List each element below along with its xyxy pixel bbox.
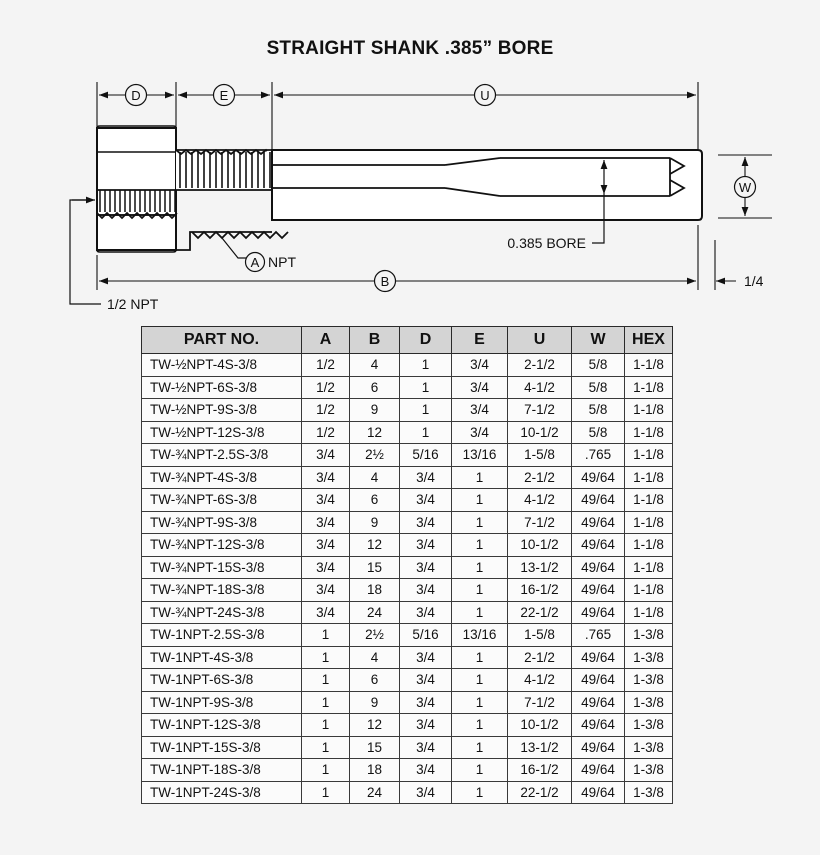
cell-w: 49/64 — [572, 511, 625, 534]
cell-part-no: TW-1NPT-24S-3/8 — [142, 781, 302, 804]
cell-a: 1/2 — [302, 399, 350, 422]
cell-part-no: TW-¾NPT-12S-3/8 — [142, 534, 302, 557]
cell-part-no: TW-½NPT-9S-3/8 — [142, 399, 302, 422]
dimension-u-label: U — [480, 88, 490, 103]
cell-b: 24 — [350, 781, 400, 804]
cell-e: 1 — [452, 646, 508, 669]
cell-e: 1 — [452, 691, 508, 714]
cell-d: 3/4 — [400, 511, 452, 534]
cell-e: 1 — [452, 466, 508, 489]
cell-e: 1 — [452, 489, 508, 512]
cell-d: 3/4 — [400, 556, 452, 579]
column-header-part-no: PART NO. — [142, 327, 302, 354]
cell-part-no: TW-½NPT-6S-3/8 — [142, 376, 302, 399]
cell-u: 7-1/2 — [508, 691, 572, 714]
cell-hex: 1-1/8 — [625, 466, 673, 489]
dimension-b-label: B — [380, 274, 390, 289]
cell-d: 3/4 — [400, 489, 452, 512]
cell-part-no: TW-¾NPT-18S-3/8 — [142, 579, 302, 602]
cell-part-no: TW-¾NPT-4S-3/8 — [142, 466, 302, 489]
cell-d: 3/4 — [400, 601, 452, 624]
table-row — [142, 444, 673, 467]
column-header-a: A — [302, 327, 350, 354]
dimension-d-label: D — [131, 88, 141, 103]
cell-hex: 1-1/8 — [625, 534, 673, 557]
cell-hex: 1-3/8 — [625, 624, 673, 647]
dimension-u — [274, 85, 696, 106]
cell-hex: 1-1/8 — [625, 354, 673, 377]
table-row — [142, 489, 673, 512]
table-row — [142, 714, 673, 737]
cell-d: 3/4 — [400, 714, 452, 737]
cell-b: 12 — [350, 714, 400, 737]
cell-b: 4 — [350, 466, 400, 489]
cell-e: 1 — [452, 601, 508, 624]
cell-a: 1 — [302, 691, 350, 714]
cell-d: 3/4 — [400, 466, 452, 489]
cell-u: 2-1/2 — [508, 646, 572, 669]
cell-d: 1 — [400, 376, 452, 399]
cell-a: 3/4 — [302, 556, 350, 579]
cell-u: 22-1/2 — [508, 601, 572, 624]
cell-e: 1 — [452, 556, 508, 579]
cell-hex: 1-1/8 — [625, 444, 673, 467]
cell-u: 13-1/2 — [508, 736, 572, 759]
cell-u: 10-1/2 — [508, 534, 572, 557]
table-row — [142, 601, 673, 624]
cell-e: 1 — [452, 714, 508, 737]
cell-e: 13/16 — [452, 624, 508, 647]
cell-part-no: TW-1NPT-18S-3/8 — [142, 759, 302, 782]
cell-b: 4 — [350, 646, 400, 669]
table-row — [142, 466, 673, 489]
a-npt-callout — [222, 238, 296, 272]
cell-hex: 1-1/8 — [625, 601, 673, 624]
external-npt-thread-lower — [176, 232, 288, 250]
cell-a: 3/4 — [302, 489, 350, 512]
cell-e: 1 — [452, 781, 508, 804]
specification-table-container — [141, 326, 672, 804]
cell-b: 6 — [350, 489, 400, 512]
cell-hex: 1-3/8 — [625, 669, 673, 692]
cell-hex: 1-1/8 — [625, 556, 673, 579]
table-header-row — [142, 327, 673, 354]
tip-length-callout — [715, 240, 764, 290]
dimension-e — [178, 85, 270, 106]
cell-b: 18 — [350, 579, 400, 602]
cell-u: 10-1/2 — [508, 714, 572, 737]
cell-d: 5/16 — [400, 444, 452, 467]
cell-hex: 1-1/8 — [625, 489, 673, 512]
cell-a: 1 — [302, 646, 350, 669]
cell-a: 1 — [302, 714, 350, 737]
dimension-e-label: E — [219, 88, 229, 103]
cell-d: 1 — [400, 421, 452, 444]
cell-part-no: TW-1NPT-2.5S-3/8 — [142, 624, 302, 647]
dimension-b — [97, 225, 698, 292]
cell-hex: 1-1/8 — [625, 376, 673, 399]
cell-b: 24 — [350, 601, 400, 624]
cell-w: 49/64 — [572, 781, 625, 804]
table-row — [142, 624, 673, 647]
cell-w: 49/64 — [572, 714, 625, 737]
cell-u: 13-1/2 — [508, 556, 572, 579]
cell-d: 3/4 — [400, 534, 452, 557]
cell-a: 1 — [302, 669, 350, 692]
cell-part-no: TW-1NPT-15S-3/8 — [142, 736, 302, 759]
cell-hex: 1-3/8 — [625, 714, 673, 737]
cell-w: 49/64 — [572, 489, 625, 512]
cell-hex: 1-3/8 — [625, 691, 673, 714]
cell-d: 3/4 — [400, 579, 452, 602]
column-header-u: U — [508, 327, 572, 354]
table-row — [142, 669, 673, 692]
cell-part-no: TW-¾NPT-24S-3/8 — [142, 601, 302, 624]
cell-a: 1 — [302, 624, 350, 647]
column-header-e: E — [452, 327, 508, 354]
page-title: STRAIGHT SHANK .385” BORE — [266, 38, 554, 59]
cell-a: 1 — [302, 759, 350, 782]
cell-e: 3/4 — [452, 421, 508, 444]
dimension-w — [718, 155, 772, 218]
cell-a: 1 — [302, 736, 350, 759]
column-header-w: W — [572, 327, 625, 354]
dimension-d — [99, 85, 174, 106]
cell-d: 3/4 — [400, 691, 452, 714]
cell-w: 49/64 — [572, 556, 625, 579]
cell-w: 49/64 — [572, 579, 625, 602]
cell-e: 3/4 — [452, 399, 508, 422]
table-row — [142, 691, 673, 714]
cell-u: 1-5/8 — [508, 624, 572, 647]
cell-e: 3/4 — [452, 376, 508, 399]
half-npt-callout-label: 1/2 NPT — [107, 296, 159, 312]
cell-e: 1 — [452, 669, 508, 692]
table-row — [142, 736, 673, 759]
cell-hex: 1-1/8 — [625, 579, 673, 602]
table-row — [142, 579, 673, 602]
cell-a: 1/2 — [302, 354, 350, 377]
cell-w: .765 — [572, 444, 625, 467]
cell-u: 16-1/2 — [508, 579, 572, 602]
cell-w: 49/64 — [572, 646, 625, 669]
column-header-d: D — [400, 327, 452, 354]
hex-head — [97, 126, 176, 252]
cell-u: 10-1/2 — [508, 421, 572, 444]
cell-e: 3/4 — [452, 354, 508, 377]
cell-u: 7-1/2 — [508, 399, 572, 422]
cell-b: 4 — [350, 354, 400, 377]
cell-part-no: TW-¾NPT-9S-3/8 — [142, 511, 302, 534]
cell-w: 49/64 — [572, 601, 625, 624]
table-row — [142, 534, 673, 557]
cell-u: 1-5/8 — [508, 444, 572, 467]
tip-length-label: 1/4 — [744, 273, 764, 289]
cell-a: 1 — [302, 781, 350, 804]
cell-w: 5/8 — [572, 354, 625, 377]
cell-d: 1 — [400, 399, 452, 422]
cell-e: 1 — [452, 511, 508, 534]
cell-a: 3/4 — [302, 466, 350, 489]
dimension-a-label: A — [250, 255, 260, 270]
cell-part-no: TW-1NPT-6S-3/8 — [142, 669, 302, 692]
cell-a: 3/4 — [302, 444, 350, 467]
cell-d: 3/4 — [400, 781, 452, 804]
cell-hex: 1-1/8 — [625, 511, 673, 534]
table-row — [142, 556, 673, 579]
cell-w: 5/8 — [572, 376, 625, 399]
cell-u: 4-1/2 — [508, 669, 572, 692]
cell-part-no: TW-¾NPT-2.5S-3/8 — [142, 444, 302, 467]
cell-d: 1 — [400, 354, 452, 377]
cell-w: 49/64 — [572, 691, 625, 714]
cell-part-no: TW-¾NPT-15S-3/8 — [142, 556, 302, 579]
table-row — [142, 421, 673, 444]
cell-b: 2½ — [350, 444, 400, 467]
cell-d: 5/16 — [400, 624, 452, 647]
cell-part-no: TW-½NPT-12S-3/8 — [142, 421, 302, 444]
dimension-w-label: W — [738, 180, 752, 195]
cell-w: .765 — [572, 624, 625, 647]
column-header-hex: HEX — [625, 327, 673, 354]
cell-d: 3/4 — [400, 736, 452, 759]
table-row — [142, 511, 673, 534]
cell-u: 7-1/2 — [508, 511, 572, 534]
cell-b: 6 — [350, 669, 400, 692]
bore-callout-label: 0.385 BORE — [507, 235, 586, 251]
cell-e: 1 — [452, 736, 508, 759]
cell-d: 3/4 — [400, 759, 452, 782]
cell-hex: 1-3/8 — [625, 736, 673, 759]
cell-w: 49/64 — [572, 534, 625, 557]
cell-u: 2-1/2 — [508, 466, 572, 489]
cell-hex: 1-3/8 — [625, 781, 673, 804]
cell-b: 9 — [350, 511, 400, 534]
cell-hex: 1-1/8 — [625, 421, 673, 444]
specification-table — [141, 326, 673, 804]
cell-part-no: TW-1NPT-12S-3/8 — [142, 714, 302, 737]
cell-part-no: TW-1NPT-4S-3/8 — [142, 646, 302, 669]
table-row — [142, 376, 673, 399]
cell-b: 9 — [350, 691, 400, 714]
table-row — [142, 399, 673, 422]
cell-w: 5/8 — [572, 399, 625, 422]
cell-w: 49/64 — [572, 759, 625, 782]
cell-b: 12 — [350, 534, 400, 557]
cell-part-no: TW-1NPT-9S-3/8 — [142, 691, 302, 714]
cell-part-no: TW-¾NPT-6S-3/8 — [142, 489, 302, 512]
cell-d: 3/4 — [400, 646, 452, 669]
cell-e: 1 — [452, 579, 508, 602]
cell-u: 4-1/2 — [508, 376, 572, 399]
cell-u: 16-1/2 — [508, 759, 572, 782]
thermowell-technical-drawing — [0, 0, 820, 320]
cell-w: 49/64 — [572, 736, 625, 759]
cell-u: 4-1/2 — [508, 489, 572, 512]
cell-a: 3/4 — [302, 511, 350, 534]
cell-b: 2½ — [350, 624, 400, 647]
cell-e: 1 — [452, 534, 508, 557]
cell-w: 49/64 — [572, 466, 625, 489]
cell-u: 22-1/2 — [508, 781, 572, 804]
cell-w: 5/8 — [572, 421, 625, 444]
cell-a: 3/4 — [302, 534, 350, 557]
cell-d: 3/4 — [400, 669, 452, 692]
column-header-b: B — [350, 327, 400, 354]
cell-a: 3/4 — [302, 601, 350, 624]
cell-b: 18 — [350, 759, 400, 782]
cell-hex: 1-3/8 — [625, 646, 673, 669]
cell-b: 15 — [350, 556, 400, 579]
table-body — [142, 354, 673, 804]
cell-a: 3/4 — [302, 579, 350, 602]
cell-b: 9 — [350, 399, 400, 422]
cell-hex: 1-3/8 — [625, 759, 673, 782]
external-npt-thread — [176, 150, 272, 190]
a-npt-callout-label: NPT — [268, 254, 296, 270]
cell-b: 6 — [350, 376, 400, 399]
cell-b: 12 — [350, 421, 400, 444]
cell-part-no: TW-½NPT-4S-3/8 — [142, 354, 302, 377]
cell-a: 1/2 — [302, 376, 350, 399]
cell-e: 1 — [452, 759, 508, 782]
table-row — [142, 646, 673, 669]
cell-a: 1/2 — [302, 421, 350, 444]
cell-b: 15 — [350, 736, 400, 759]
table-row — [142, 759, 673, 782]
table-row — [142, 781, 673, 804]
cell-e: 13/16 — [452, 444, 508, 467]
cell-w: 49/64 — [572, 669, 625, 692]
cell-u: 2-1/2 — [508, 354, 572, 377]
table-row — [142, 354, 673, 377]
cell-hex: 1-1/8 — [625, 399, 673, 422]
